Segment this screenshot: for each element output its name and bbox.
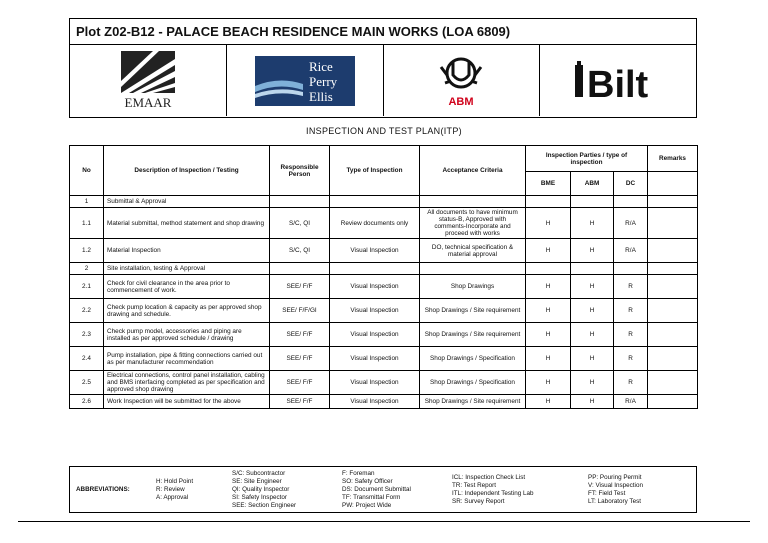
abbr-item: DS: Document Submittal — [342, 485, 411, 493]
bilt-logo-mark — [573, 59, 663, 103]
cell-responsible: SEE/ F/F — [270, 347, 330, 371]
abbr-item: PP: Pouring Permit — [588, 473, 642, 481]
table-row — [70, 208, 698, 239]
table-row — [70, 347, 698, 371]
cell-type: Visual Inspection — [330, 347, 420, 371]
cell-abm: H — [571, 347, 614, 371]
abm-logo — [384, 45, 541, 116]
emaar-logo-text: EMAAR — [124, 94, 172, 110]
abbr-item: S/C: Subcontractor — [232, 469, 286, 477]
cell-description: Material Inspection — [104, 239, 270, 263]
header-no: No — [70, 146, 104, 196]
rpe-logo-mark — [255, 56, 355, 106]
cell-description: Pump installation, pipe & fitting connections carried out as per manufacturer recommendation — [104, 347, 270, 371]
cell-no: 1.1 — [70, 208, 104, 239]
cell-blank — [330, 263, 420, 275]
table-row — [70, 239, 698, 263]
header-remarks-blank — [648, 172, 698, 196]
cell-blank — [526, 263, 571, 275]
cell-dc: R — [614, 299, 648, 323]
cell-no: 2.1 — [70, 275, 104, 299]
project-title: Plot Z02-B12 - PALACE BEACH RESIDENCE MAIN WORKS (LOA 6809) — [70, 19, 696, 45]
bilt-logo-text: Bilt — [587, 63, 649, 103]
header-dc: DC — [614, 172, 648, 196]
cell-blank — [571, 263, 614, 275]
cell-remarks — [648, 275, 698, 299]
cell-acceptance: DO, technical specification & material approval — [420, 239, 526, 263]
abbr-item: TF: Transmittal Form — [342, 493, 401, 501]
cell-no: 2.5 — [70, 371, 104, 395]
itp-table — [69, 145, 698, 409]
cell-blank — [270, 263, 330, 275]
section-row — [70, 263, 698, 275]
cell-bme: H — [526, 275, 571, 299]
cell-blank — [526, 196, 571, 208]
cell-blank — [270, 196, 330, 208]
abbr-item: TR: Test Report — [452, 481, 496, 489]
header-bme: BME — [526, 172, 571, 196]
rpe-logo-text-2: Perry — [308, 73, 337, 89]
cell-remarks — [648, 395, 698, 409]
cell-type: Visual Inspection — [330, 275, 420, 299]
cell-acceptance: Shop Drawings / Site requirement — [420, 299, 526, 323]
emaar-logo-mark — [113, 51, 183, 111]
cell-blank — [648, 263, 698, 275]
cell-type: Visual Inspection — [330, 395, 420, 409]
cell-abm: H — [571, 299, 614, 323]
cell-acceptance: Shop Drawings / Specification — [420, 347, 526, 371]
cell-dc: R — [614, 323, 648, 347]
cell-section-title: Submittal & Approval — [104, 196, 270, 208]
header-acceptance: Acceptance Criteria — [420, 146, 526, 196]
cell-blank — [420, 263, 526, 275]
cell-remarks — [648, 239, 698, 263]
cell-abm: H — [571, 371, 614, 395]
cell-dc: R/A — [614, 208, 648, 239]
abbr-item: FT: Field Test — [588, 489, 626, 497]
cell-no: 1.2 — [70, 239, 104, 263]
abbreviations-col-5 — [588, 474, 688, 506]
cell-remarks — [648, 299, 698, 323]
cell-dc: R — [614, 371, 648, 395]
abbreviations-col-3 — [342, 470, 452, 510]
cell-no: 2.6 — [70, 395, 104, 409]
abbr-item: H: Hold Point — [156, 477, 194, 485]
cell-type: Review documents only — [330, 208, 420, 239]
rpe-logo-text-1: Rice — [308, 58, 333, 74]
cell-description: Check pump model, accessories and piping are installed as per approved schedule / drawing — [104, 323, 270, 347]
cell-blank — [330, 196, 420, 208]
cell-description: Material submittal, method statement and shop drawing — [104, 208, 270, 239]
document-header — [69, 18, 697, 118]
cell-acceptance: Shop Drawings / Site requirement — [420, 323, 526, 347]
table-row — [70, 323, 698, 347]
cell-blank — [614, 263, 648, 275]
cell-bme: H — [526, 347, 571, 371]
abbreviations-col-2 — [232, 470, 342, 510]
cell-description: Check pump location & capacity as per approved shop drawing and schedule. — [104, 299, 270, 323]
section-row — [70, 196, 698, 208]
cell-responsible: SEE/ F/F/GI — [270, 299, 330, 323]
cell-responsible: SEE/ F/F — [270, 323, 330, 347]
abbr-item: ITL: Independent Testing Lab — [452, 489, 534, 497]
abbr-item: F: Foreman — [342, 469, 375, 477]
cell-remarks — [648, 347, 698, 371]
cell-acceptance: Shop Drawings — [420, 275, 526, 299]
abbr-item: V: Visual Inspection — [588, 481, 643, 489]
table-row — [70, 275, 698, 299]
abbr-item: R: Review — [156, 485, 185, 493]
abbr-item: PW: Project Wide — [342, 501, 392, 509]
cell-dc: R/A — [614, 239, 648, 263]
abbr-item: SEE: Section Engineer — [232, 501, 297, 509]
cell-abm: H — [571, 275, 614, 299]
cell-acceptance: Shop Drawings / Specification — [420, 371, 526, 395]
cell-bme: H — [526, 371, 571, 395]
abm-logo-mark — [431, 53, 491, 109]
abbr-item: A: Approval — [156, 493, 189, 501]
cell-abm: H — [571, 323, 614, 347]
cell-acceptance: Shop Drawings / Site requirement — [420, 395, 526, 409]
logo-strip — [70, 45, 696, 116]
abbr-item: SE: Site Engineer — [232, 477, 282, 485]
cell-type: Visual Inspection — [330, 239, 420, 263]
cell-remarks — [648, 371, 698, 395]
rice-perry-ellis-logo — [227, 45, 384, 116]
abbreviations-col-1 — [156, 478, 232, 502]
cell-bme: H — [526, 299, 571, 323]
cell-responsible: S/C, QI — [270, 239, 330, 263]
cell-dc: R/A — [614, 395, 648, 409]
cell-type: Visual Inspection — [330, 371, 420, 395]
cell-bme: H — [526, 395, 571, 409]
abbreviations-label: ABBREVIATIONS: — [76, 486, 130, 493]
emaar-logo — [70, 45, 227, 116]
abbr-item: QI: Quality Inspector — [232, 485, 290, 493]
abm-logo-text: ABM — [448, 95, 474, 108]
itp-table-body — [70, 196, 698, 409]
cell-section-title: Site installation, testing & Approval — [104, 263, 270, 275]
abbr-item: ICL: Inspection Check List — [452, 473, 526, 481]
cell-type: Visual Inspection — [330, 323, 420, 347]
abbreviations-col-4 — [452, 474, 588, 506]
cell-description: Check for civil clearance in the area prior to commencement of work. — [104, 275, 270, 299]
abbreviations-box — [69, 466, 697, 513]
cell-responsible: S/C, QI — [270, 208, 330, 239]
table-row — [70, 395, 698, 409]
cell-dc: R — [614, 347, 648, 371]
rpe-logo-text-3: Ellis — [308, 88, 333, 104]
cell-bme: H — [526, 239, 571, 263]
cell-description: Work Inspection will be submitted for the above — [104, 395, 270, 409]
cell-remarks — [648, 323, 698, 347]
cell-abm: H — [571, 208, 614, 239]
abbr-item: LT: Laboratory Test — [588, 497, 641, 505]
cell-bme: H — [526, 323, 571, 347]
cell-abm: H — [571, 239, 614, 263]
cell-remarks — [648, 208, 698, 239]
cell-blank — [614, 196, 648, 208]
bilt-logo — [540, 45, 696, 116]
itp-title: INSPECTION AND TEST PLAN(ITP) — [306, 126, 462, 136]
abbr-item: SR: Survey Report — [452, 497, 505, 505]
abbr-item: SI: Safety Inspector — [232, 493, 287, 501]
cell-no: 2.2 — [70, 299, 104, 323]
header-responsible: Responsible Person — [270, 146, 330, 196]
table-row — [70, 299, 698, 323]
cell-blank — [571, 196, 614, 208]
cell-no: 2 — [70, 263, 104, 275]
cell-responsible: SEE/ F/F — [270, 395, 330, 409]
header-type: Type of Inspection — [330, 146, 420, 196]
header-parties: Inspection Parties / type of inspection — [526, 146, 648, 172]
cell-acceptance: All documents to have minimum status-B, Approved with comments-Incorporate and proceed with works — [420, 208, 526, 239]
abbr-item: SO: Safety Officer — [342, 477, 393, 485]
cell-responsible: SEE/ F/F — [270, 371, 330, 395]
cell-bme: H — [526, 208, 571, 239]
cell-no: 2.4 — [70, 347, 104, 371]
cell-no: 2.3 — [70, 323, 104, 347]
header-description: Description of Inspection / Testing — [104, 146, 270, 196]
cell-no: 1 — [70, 196, 104, 208]
footer-rule — [18, 521, 750, 522]
cell-blank — [420, 196, 526, 208]
cell-type: Visual Inspection — [330, 299, 420, 323]
cell-blank — [648, 196, 698, 208]
cell-description: Electrical connections, control panel installation, cabling and BMS interfacing completed as per specification and approved shop drawing — [104, 371, 270, 395]
cell-responsible: SEE/ F/F — [270, 275, 330, 299]
table-row — [70, 371, 698, 395]
header-abm: ABM — [571, 172, 614, 196]
header-remarks: Remarks — [648, 146, 698, 172]
cell-dc: R — [614, 275, 648, 299]
cell-abm: H — [571, 395, 614, 409]
